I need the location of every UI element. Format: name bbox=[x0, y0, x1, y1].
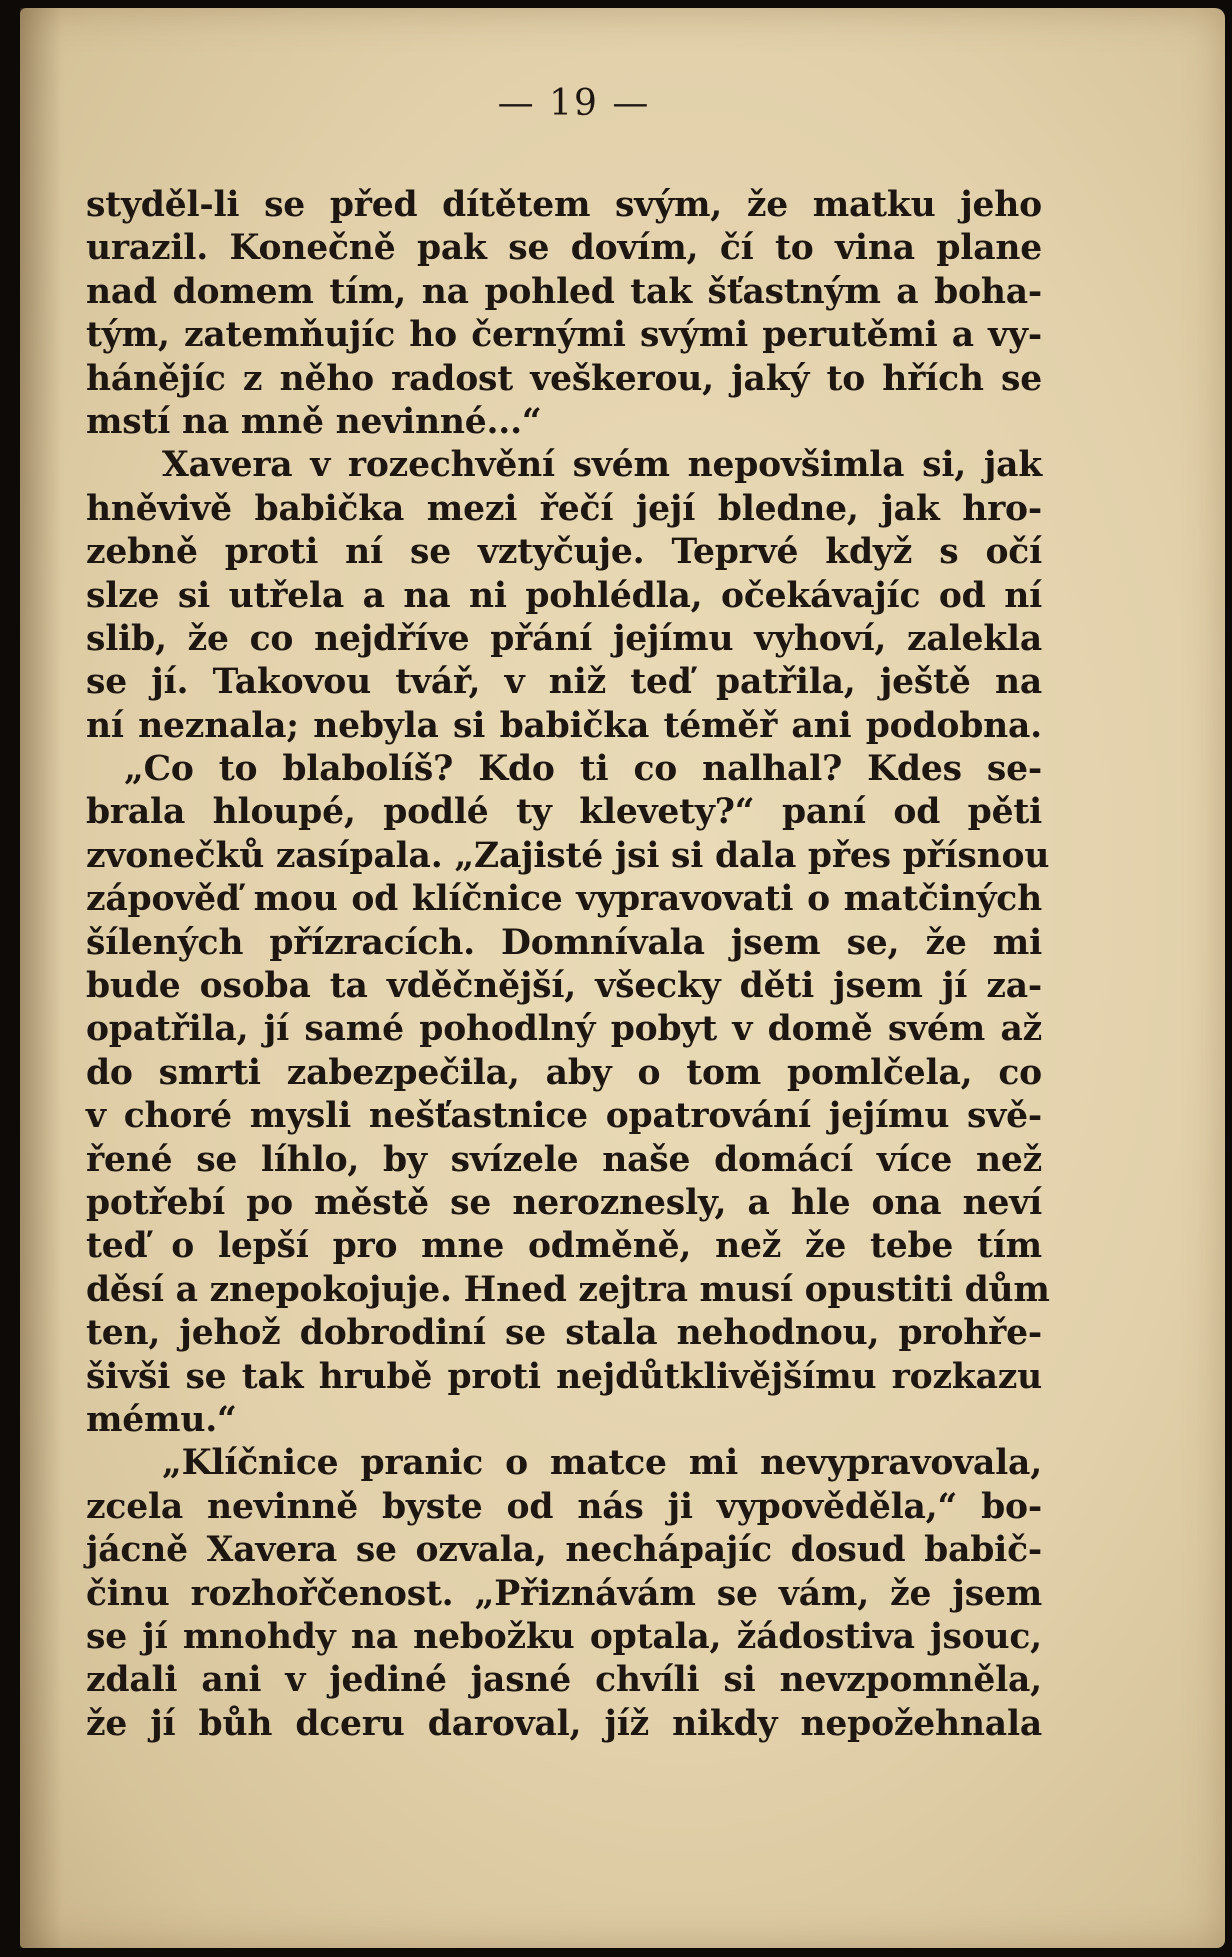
text-line: ten, jehož dobrodiní se stala nehodnou, prohře- bbox=[86, 1313, 1042, 1354]
text-line: mstí na mně nevinné...“ bbox=[86, 401, 542, 442]
text-line: bude osoba ta vděčnější, všecky děti jsem jí za- bbox=[86, 966, 1042, 1007]
text-line: že jí bůh dceru daroval, jíž nikdy nepožehnala bbox=[86, 1703, 1042, 1744]
text-line: „Co to blabolíš? Kdo ti co nalhal? Kdes se- bbox=[124, 749, 1042, 790]
page-number-header: — 19 — bbox=[497, 83, 651, 124]
text-line: tým, zatemňujíc ho černými svými perutěmi a vy- bbox=[86, 315, 1042, 356]
text-line: zebně proti ní se vztyčuje. Teprvé když s očí bbox=[86, 532, 1042, 573]
text-line: hánějíc z něho radost veškerou, jaký to hřích se bbox=[86, 358, 1042, 399]
book-page bbox=[20, 8, 1225, 1948]
body-text bbox=[86, 184, 1050, 1746]
text-line: šivši se tak hrubě proti nejdůtklivějšímu rozkazu bbox=[86, 1356, 1042, 1397]
text-line: šílených přízracích. Domnívala jsem se, že mi bbox=[86, 922, 1042, 963]
text-line: slib, že co nejdříve přání jejímu vyhoví, zalekla bbox=[86, 618, 1042, 659]
text-line: zápověď mou od klíčnice vypravovati o matčiných bbox=[86, 879, 1042, 920]
text-line: teď o lepší pro mne odměně, než že tebe tím bbox=[86, 1226, 1042, 1267]
text-line: „Klíčnice pranic o matce mi nevypravovala, bbox=[162, 1443, 1042, 1484]
text-line: ní neznala; nebyla si babička téměř ani podobna. bbox=[86, 705, 1042, 746]
text-line: urazil. Konečně pak se dovím, čí to vina plane bbox=[86, 228, 1042, 269]
text-line: činu rozhořčenost. „Přiznávám se vám, že jsem bbox=[86, 1573, 1042, 1614]
page-spine-shadow bbox=[20, 8, 62, 1948]
text-line: jácně Xavera se ozvala, nechápajíc dosud babič- bbox=[86, 1530, 1042, 1571]
text-line: opatřila, jí samé pohodlný pobyt v domě svém až bbox=[86, 1009, 1042, 1050]
text-line: v choré mysli nešťastnice opatrování jejímu svě- bbox=[86, 1096, 1042, 1137]
text-line: zdali ani v jediné jasné chvíli si nevzpomněla, bbox=[86, 1660, 1042, 1701]
text-line: Xavera v rozechvění svém nepovšimla si, jak bbox=[162, 445, 1042, 486]
text-line: zcela nevinně byste od nás ji vypověděla,“ bo- bbox=[86, 1486, 1042, 1527]
text-line: se jí mnohdy na nebožku optala, žádostiva jsouc, bbox=[86, 1616, 1042, 1657]
text-line: řené se líhlo, by svízele naše domácí více než bbox=[86, 1139, 1042, 1180]
text-line: slze si utřela a na ni pohlédla, očekávajíc od ní bbox=[86, 575, 1042, 616]
text-line: brala hloupé, podlé ty klevety?“ paní od pěti bbox=[86, 792, 1042, 833]
text-line: se jí. Takovou tvář, v niž teď patřila, ještě na bbox=[86, 662, 1042, 703]
text-line: do smrti zabezpečila, aby o tom pomlčela, co bbox=[86, 1052, 1042, 1093]
text-line: potřebí po městě se neroznesly, a hle ona neví bbox=[86, 1182, 1042, 1223]
text-line: styděl-li se před dítětem svým, že matku jeho bbox=[86, 185, 1042, 225]
text-line: mému.“ bbox=[86, 1399, 237, 1440]
text-line: nad domem tím, na pohled tak šťastným a boha- bbox=[86, 271, 1042, 312]
text-line: děsí a znepokojuje. Hned zejtra musí opustiti dům bbox=[86, 1269, 1050, 1310]
text-line: hněvivě babička mezi řečí její bledne, jak hro- bbox=[86, 488, 1042, 529]
text-line: zvonečků zasípala. „Zajisté jsi si dala přes přísnou bbox=[86, 835, 1050, 876]
